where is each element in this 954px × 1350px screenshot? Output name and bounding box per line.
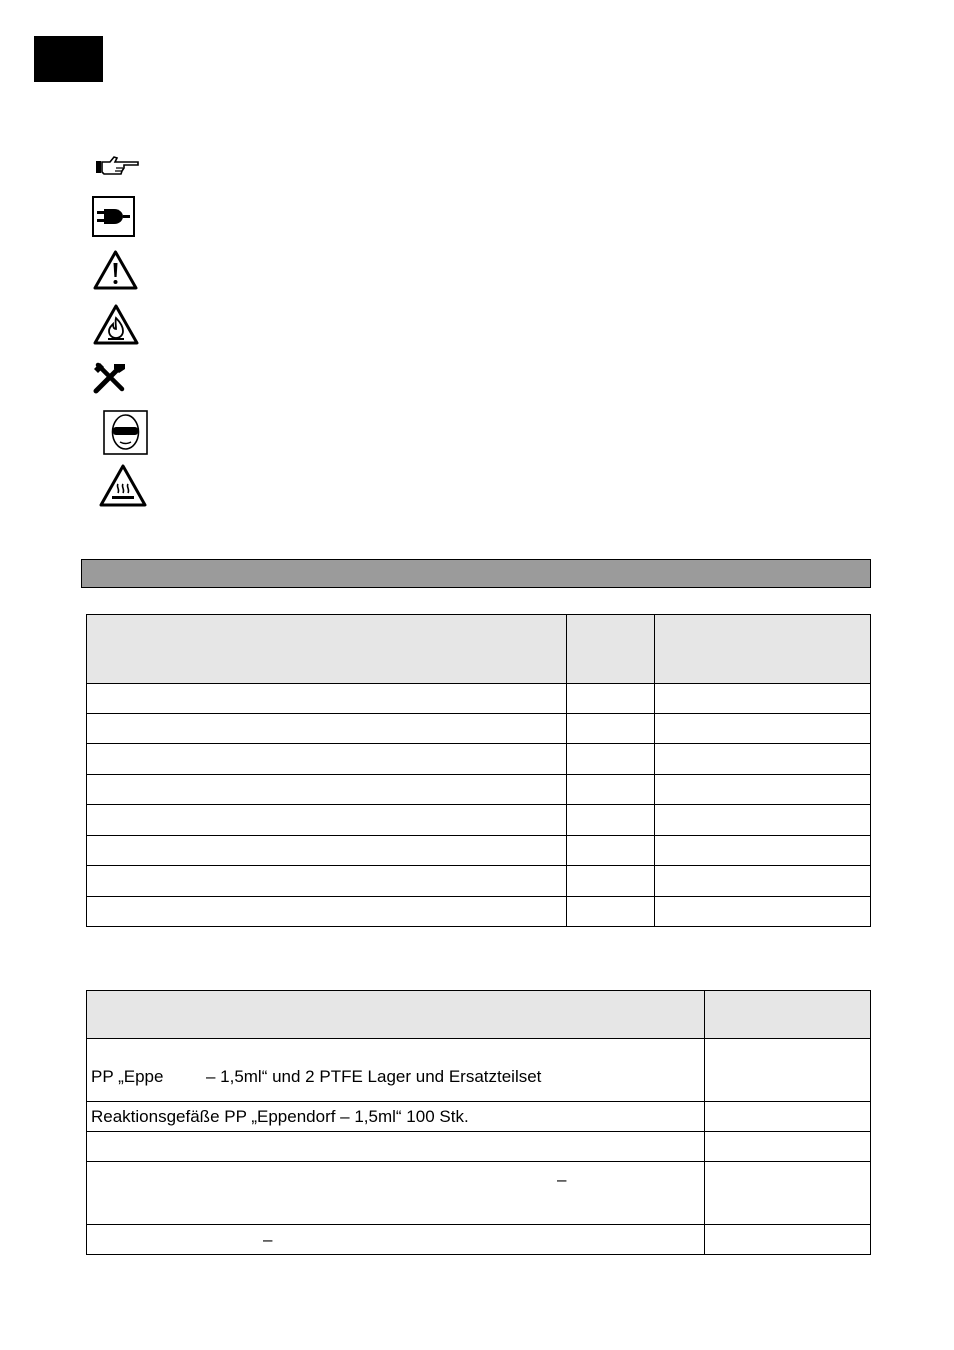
hot-surface-icon bbox=[99, 464, 147, 508]
table-cell bbox=[567, 744, 655, 775]
table-cell bbox=[655, 866, 871, 897]
spare-item-code bbox=[705, 1225, 871, 1255]
spare-item-code bbox=[705, 1162, 871, 1225]
table-cell bbox=[655, 775, 871, 805]
table-cell bbox=[87, 684, 567, 714]
table-row bbox=[87, 805, 871, 836]
spare-item-description: Reaktionsgefäße PP „Eppendorf – 1,5ml“ 100 Stk. bbox=[87, 1102, 705, 1132]
table-row bbox=[87, 866, 871, 897]
table-cell bbox=[87, 897, 567, 927]
table-cell bbox=[567, 714, 655, 744]
header-cell bbox=[87, 615, 567, 684]
table-row bbox=[87, 1162, 871, 1225]
table-row bbox=[87, 836, 871, 866]
technical-data-table bbox=[86, 614, 871, 927]
table-cell bbox=[655, 684, 871, 714]
spare-item-code bbox=[705, 1039, 871, 1102]
table-row bbox=[87, 744, 871, 775]
header-cell bbox=[87, 991, 705, 1039]
table-row bbox=[87, 1039, 871, 1102]
table-cell bbox=[87, 836, 567, 866]
table-row bbox=[87, 1225, 871, 1255]
spare-item-description: – bbox=[87, 1225, 705, 1255]
table-cell bbox=[567, 866, 655, 897]
table-header-row bbox=[87, 615, 871, 684]
table-cell bbox=[87, 714, 567, 744]
header-cell bbox=[567, 615, 655, 684]
table-cell bbox=[87, 775, 567, 805]
header-cell bbox=[705, 991, 871, 1039]
language-tab bbox=[34, 36, 103, 82]
table-cell bbox=[655, 714, 871, 744]
spare-item-description: PP „Eppe – 1,5ml“ und 2 PTFE Lager und Ersatzteilset bbox=[87, 1039, 705, 1102]
table-row bbox=[87, 775, 871, 805]
table-cell bbox=[567, 805, 655, 836]
table-cell bbox=[567, 897, 655, 927]
table-row bbox=[87, 714, 871, 744]
table-header-row bbox=[87, 991, 871, 1039]
flammable-icon bbox=[93, 304, 139, 345]
pointing-hand-icon bbox=[94, 152, 142, 178]
header-cell bbox=[655, 615, 871, 684]
table-cell bbox=[655, 805, 871, 836]
table-row bbox=[87, 1132, 871, 1162]
table-row bbox=[87, 897, 871, 927]
section-heading-bar bbox=[81, 559, 871, 588]
plug-icon bbox=[92, 196, 135, 237]
table-row bbox=[87, 1102, 871, 1132]
table-row bbox=[87, 684, 871, 714]
table-cell bbox=[567, 836, 655, 866]
table-cell bbox=[87, 866, 567, 897]
spare-item-code bbox=[705, 1102, 871, 1132]
table-cell bbox=[87, 805, 567, 836]
table-cell bbox=[87, 744, 567, 775]
table-cell bbox=[567, 775, 655, 805]
table-cell bbox=[567, 684, 655, 714]
spare-parts-table bbox=[86, 990, 871, 1255]
spare-item-code bbox=[705, 1132, 871, 1162]
goggles-icon bbox=[103, 410, 148, 455]
tools-icon bbox=[92, 361, 128, 395]
warning-triangle-icon bbox=[93, 250, 138, 290]
spare-item-description bbox=[87, 1132, 705, 1162]
spare-item-description: – bbox=[87, 1162, 705, 1225]
table-cell bbox=[655, 744, 871, 775]
table-cell bbox=[655, 836, 871, 866]
table-cell bbox=[655, 897, 871, 927]
